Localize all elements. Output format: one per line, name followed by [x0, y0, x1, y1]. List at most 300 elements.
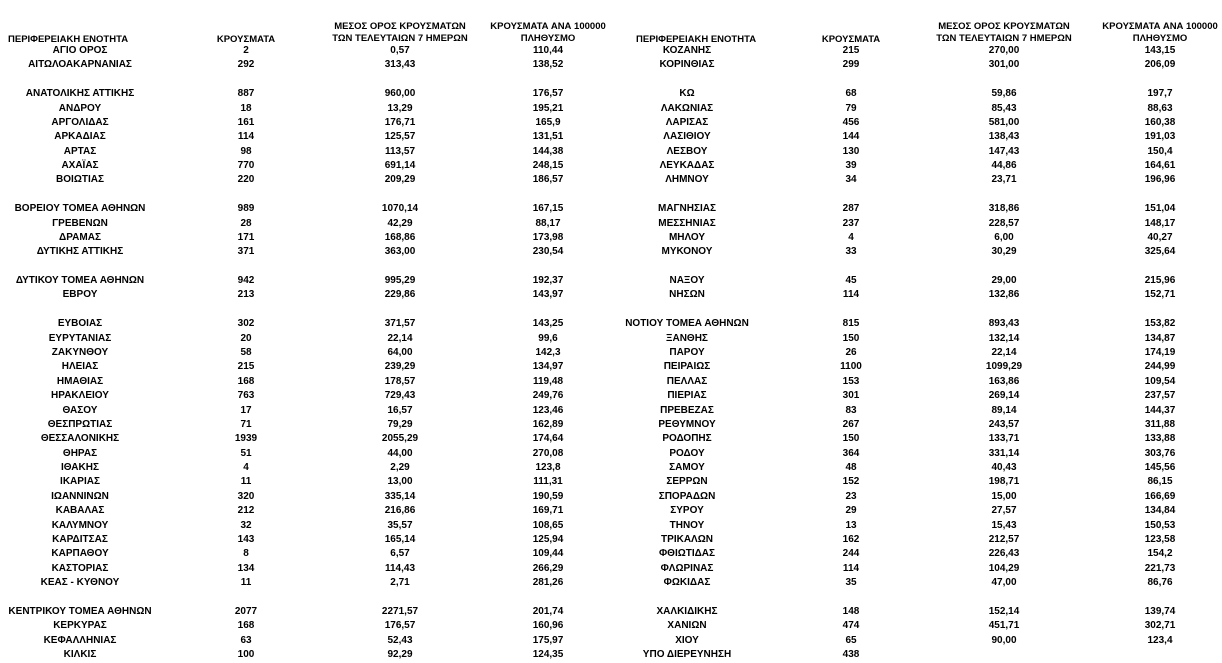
right-table-row [0, 116, 1222, 130]
left-cell-per100k: 173,98 [532, 231, 564, 243]
right-cell-per100k: 109,54 [1144, 375, 1176, 387]
right-table-row [0, 58, 1222, 72]
right-cell-region: ΡΟΔΟΠΗΣ [662, 433, 712, 445]
left-cell-avg: 52,43 [387, 634, 413, 646]
left-cell-per100k: 270,08 [532, 447, 564, 459]
right-cell-cases: 215 [842, 45, 860, 56]
right-cell-cases: 114 [842, 562, 860, 574]
left-cell-avg: 6,57 [390, 548, 410, 560]
left-cell-avg: 229,86 [384, 289, 416, 301]
right-cell-per100k: 134,87 [1144, 332, 1176, 344]
left-cell-cases: 51 [240, 447, 252, 459]
right-table-row [0, 87, 1222, 101]
left-cell-cases: 292 [237, 59, 255, 71]
left-cell-region: ΒΟΡΕΙΟΥ ΤΟΜΕΑ ΑΘΗΝΩΝ [14, 203, 146, 215]
right-header-per100k-line1: ΚΡΟΥΣΜΑΤΑ ΑΝΑ 100000 [1102, 21, 1218, 32]
right-cell-region: ΥΠΟ ΔΙΕΡΕΥΝΗΣΗ [642, 648, 732, 660]
right-cell-cases: 34 [845, 174, 857, 186]
right-cell-region: ΣΠΟΡΑΔΩΝ [658, 490, 716, 502]
right-cell-avg: 132,86 [988, 289, 1020, 301]
left-cell-region: ΙΚΑΡΙΑΣ [60, 476, 100, 488]
right-table-row [0, 404, 1222, 418]
left-cell-region: ΑΧΑΪΑΣ [61, 160, 99, 172]
left-cell-avg: 22,14 [387, 332, 413, 344]
right-table-row [0, 360, 1222, 374]
right-cell-region: ΦΛΩΡΙΝΑΣ [660, 562, 714, 574]
right-cell-avg: 40,43 [991, 462, 1017, 474]
right-cell-cases: 815 [842, 318, 860, 330]
right-cell-region: ΤΗΝΟΥ [669, 519, 705, 531]
right-cell-region: ΣΥΡΟΥ [670, 505, 704, 517]
left-cell-cases: 134 [237, 562, 255, 574]
left-cell-cases: 18 [240, 102, 252, 114]
left-cell-avg: 79,29 [387, 418, 413, 430]
right-cell-cases: 33 [845, 246, 857, 258]
right-cell-per100k: 151,04 [1144, 203, 1176, 215]
right-table-row [0, 102, 1222, 116]
left-cell-avg: 729,43 [384, 390, 416, 402]
right-cell-region: ΚΟΖΑΝΗΣ [662, 45, 712, 56]
left-header-per100k [490, 21, 606, 45]
right-cell-cases: 438 [842, 648, 860, 660]
left-cell-cases: 2 [243, 45, 249, 56]
left-cell-per100k: 266,29 [532, 562, 564, 574]
right-cell-per100k: 40,27 [1147, 231, 1173, 243]
right-cell-per100k: 244,99 [1144, 361, 1176, 373]
left-cell-per100k: 138,52 [532, 59, 564, 71]
left-cell-avg: 64,00 [387, 346, 413, 358]
left-cell-per100k: 230,54 [532, 246, 564, 258]
right-cell-cases: 299 [842, 59, 860, 71]
left-cell-avg: 2,71 [390, 577, 410, 589]
right-cell-cases: 364 [842, 447, 860, 459]
right-table-row [0, 619, 1222, 633]
right-table-row [0, 173, 1222, 187]
right-table-row [0, 245, 1222, 259]
left-cell-per100k: 248,15 [532, 160, 564, 172]
right-cell-per100k: 160,38 [1144, 116, 1176, 128]
left-header-avg-line1: ΜΕΣΟΣ ΟΡΟΣ ΚΡΟΥΣΜΑΤΩΝ [334, 21, 466, 32]
right-cell-cases: 4 [848, 231, 854, 243]
left-cell-per100k: 165,9 [535, 116, 561, 128]
left-cell-cases: 143 [237, 533, 255, 545]
left-cell-per100k: 249,76 [532, 390, 564, 402]
left-cell-region: ΔΥΤΙΚΗΣ ΑΤΤΙΚΗΣ [36, 246, 124, 258]
right-cell-per100k: 237,57 [1144, 390, 1176, 402]
right-table-row [0, 418, 1222, 432]
right-cell-per100k: 303,76 [1144, 447, 1176, 459]
right-cell-per100k: 196,96 [1144, 174, 1176, 186]
left-cell-per100k: 201,74 [532, 605, 564, 617]
left-cell-avg: 92,29 [387, 648, 413, 660]
left-cell-cases: 320 [237, 490, 255, 502]
left-cell-region: ΕΥΒΟΙΑΣ [57, 318, 103, 330]
right-cell-cases: 79 [845, 102, 857, 114]
right-cell-region: ΤΡΙΚΑΛΩΝ [661, 533, 713, 545]
right-cell-cases: 23 [845, 490, 857, 502]
left-cell-avg: 960,00 [384, 88, 416, 100]
right-header-region: ΠΕΡΙΦΕΡΕΙΑΚΗ ΕΝΟΤΗΤΑ [636, 34, 757, 45]
right-cell-region: ΜΗΛΟΥ [668, 231, 706, 243]
left-cell-cases: 17 [240, 404, 252, 416]
left-cell-region: ΘΑΣΟΥ [62, 404, 98, 416]
right-cell-cases: 287 [842, 203, 860, 215]
right-cell-cases: 148 [842, 605, 860, 617]
right-cell-per100k: 148,17 [1144, 217, 1176, 229]
right-header-per100k-line2: ΠΛΗΘΥΣΜΟ [1132, 33, 1188, 44]
right-cell-region: ΧΑΛΚΙΔΙΚΗΣ [656, 605, 718, 617]
left-cell-avg: 16,57 [387, 404, 413, 416]
left-cell-per100k: 143,25 [532, 318, 564, 330]
left-cell-cases: 11 [240, 476, 252, 488]
left-cell-cases: 58 [240, 346, 252, 358]
left-cell-per100k: 160,96 [532, 620, 564, 632]
left-cell-region: ΔΡΑΜΑΣ [59, 231, 101, 243]
right-cell-per100k: 197,7 [1147, 88, 1173, 100]
right-cell-avg: 243,57 [988, 418, 1020, 430]
right-table-row [0, 475, 1222, 489]
left-cell-per100k: 110,44 [532, 45, 564, 56]
left-cell-region: ΚΑΛΥΜΝΟΥ [51, 519, 109, 531]
right-cell-region: ΦΩΚΙΔΑΣ [663, 577, 711, 589]
right-cell-region: ΛΑΡΙΣΑΣ [665, 116, 709, 128]
right-cell-per100k: 150,4 [1147, 145, 1173, 157]
left-cell-avg: 0,57 [390, 45, 410, 56]
right-cell-cases: 456 [842, 116, 860, 128]
left-cell-per100k: 109,44 [532, 548, 564, 560]
left-cell-per100k: 192,37 [532, 275, 564, 287]
left-cell-cases: 1939 [234, 433, 258, 445]
left-cell-region: ΚΑΣΤΟΡΙΑΣ [51, 562, 109, 574]
right-table-row [0, 634, 1222, 648]
right-cell-per100k: 86,76 [1147, 577, 1173, 589]
left-cell-avg: 165,14 [384, 533, 416, 545]
left-cell-region: ΘΕΣΣΑΛΟΝΙΚΗΣ [40, 433, 120, 445]
right-cell-avg: 44,86 [991, 160, 1017, 172]
right-cell-avg: 228,57 [988, 217, 1020, 229]
left-cell-avg: 1070,14 [381, 203, 419, 215]
left-cell-cases: 63 [240, 634, 252, 646]
left-header-avg [332, 21, 467, 45]
right-cell-region: ΣΑΜΟΥ [669, 462, 705, 474]
right-cell-cases: 39 [845, 160, 857, 172]
left-header-per100k-line1: ΚΡΟΥΣΜΑΤΑ ΑΝΑ 100000 [490, 21, 606, 32]
right-cell-per100k: 145,56 [1144, 462, 1176, 474]
right-cell-cases: 68 [845, 88, 857, 100]
right-cell-cases: 150 [842, 433, 860, 445]
right-cell-per100k: 139,74 [1144, 605, 1176, 617]
left-cell-per100k: 111,31 [533, 476, 563, 488]
right-cell-cases: 150 [842, 332, 860, 344]
right-cell-avg: 30,29 [991, 246, 1017, 258]
right-cell-avg: 22,14 [991, 346, 1017, 358]
right-cell-per100k: 174,19 [1144, 346, 1176, 358]
right-cell-region: ΚΟΡΙΝΘΙΑΣ [659, 59, 715, 71]
left-cell-region: ΘΕΣΠΡΩΤΙΑΣ [47, 418, 113, 430]
right-cell-avg: 23,71 [991, 174, 1017, 186]
left-cell-cases: 4 [243, 462, 249, 474]
left-cell-cases: 213 [237, 289, 255, 301]
left-cell-cases: 114 [237, 131, 255, 143]
right-cell-avg: 132,14 [988, 332, 1020, 344]
left-cell-region: ΗΡΑΚΛΕΙΟΥ [51, 390, 109, 402]
right-cell-per100k: 153,82 [1144, 318, 1176, 330]
right-cell-per100k: 166,69 [1144, 490, 1176, 502]
right-cell-per100k: 206,09 [1144, 59, 1176, 71]
right-cell-avg: 59,86 [991, 88, 1017, 100]
right-header-cases: ΚΡΟΥΣΜΑΤΑ [821, 34, 881, 45]
left-cell-avg: 13,29 [387, 102, 413, 114]
left-cell-region: ΕΥΡΥΤΑΝΙΑΣ [48, 332, 112, 344]
left-cell-per100k: 131,51 [532, 131, 564, 143]
left-header-per100k-line2: ΠΛΗΘΥΣΜΟ [520, 33, 576, 44]
left-cell-avg: 363,00 [384, 246, 416, 258]
right-cell-avg: 301,00 [988, 59, 1020, 71]
right-cell-region: ΡΕΘΥΜΝΟΥ [658, 418, 716, 430]
right-table-row [0, 274, 1222, 288]
right-table-row [0, 562, 1222, 576]
left-cell-per100k: 99,6 [538, 332, 558, 344]
right-header-avg [936, 21, 1071, 45]
right-cell-per100k: 133,88 [1144, 433, 1176, 445]
left-cell-region: ΓΡΕΒΕΝΩΝ [52, 217, 108, 229]
right-cell-cases: 83 [845, 404, 857, 416]
left-cell-cases: 942 [237, 275, 255, 287]
right-cell-cases: 130 [842, 145, 860, 157]
left-cell-cases: 8 [243, 548, 249, 560]
left-cell-avg: 125,57 [384, 131, 416, 143]
left-cell-per100k: 174,64 [532, 433, 564, 445]
right-table-row [0, 217, 1222, 231]
right-cell-avg: 318,86 [988, 203, 1020, 215]
right-cell-cases: 35 [845, 577, 857, 589]
left-cell-per100k: 134,97 [532, 361, 564, 373]
left-cell-region: ΚΕΡΚΥΡΑΣ [53, 620, 107, 632]
right-cell-region: ΛΗΜΝΟΥ [665, 174, 709, 186]
right-cell-per100k: 191,03 [1144, 131, 1176, 143]
right-cell-region: ΛΕΥΚΑΔΑΣ [659, 160, 715, 172]
right-cell-per100k: 86,15 [1147, 476, 1173, 488]
right-cell-per100k: 221,73 [1144, 562, 1176, 574]
left-cell-avg: 178,57 [384, 375, 416, 387]
right-cell-cases: 474 [842, 620, 860, 632]
left-cell-region: ΑΓΙΟ ΟΡΟΣ [52, 45, 108, 56]
left-header-avg-line2: ΤΩΝ ΤΕΛΕΥΤΑΙΩΝ 7 ΗΜΕΡΩΝ [332, 33, 468, 44]
left-cell-per100k: 186,57 [532, 174, 564, 186]
right-cell-region: ΝΗΣΩΝ [669, 289, 705, 301]
right-cell-avg: 163,86 [988, 375, 1020, 387]
left-cell-cases: 763 [237, 390, 255, 402]
left-cell-region: ΕΒΡΟΥ [62, 289, 98, 301]
right-cell-cases: 114 [842, 289, 860, 301]
right-cell-cases: 65 [845, 634, 857, 646]
left-cell-cases: 20 [240, 332, 252, 344]
left-cell-cases: 215 [237, 361, 255, 373]
right-header-avg-line2: ΤΩΝ ΤΕΛΕΥΤΑΙΩΝ 7 ΗΜΕΡΩΝ [936, 33, 1072, 44]
right-cell-avg: 29,00 [991, 275, 1017, 287]
right-cell-cases: 267 [842, 418, 860, 430]
left-cell-per100k: 144,38 [532, 145, 564, 157]
left-cell-region: ΑΡΤΑΣ [63, 145, 97, 157]
left-cell-cases: 28 [240, 217, 252, 229]
right-cell-region: ΠΙΕΡΙΑΣ [667, 390, 707, 402]
right-cell-region: ΝΟΤΙΟΥ ΤΟΜΕΑ ΑΘΗΝΩΝ [625, 318, 749, 330]
left-cell-avg: 114,43 [384, 562, 416, 574]
left-cell-region: ΖΑΚΥΝΘΟΥ [51, 346, 109, 358]
left-cell-avg: 313,43 [384, 59, 416, 71]
right-table-row [0, 576, 1222, 590]
right-cell-avg: 138,43 [988, 131, 1020, 143]
right-table-row [0, 547, 1222, 561]
left-cell-avg: 239,29 [384, 361, 416, 373]
right-table-row [0, 346, 1222, 360]
right-cell-per100k: 164,61 [1144, 160, 1176, 172]
left-cell-region: ΙΘΑΚΗΣ [61, 462, 99, 474]
left-cell-avg: 42,29 [387, 217, 413, 229]
left-cell-avg: 2055,29 [381, 433, 419, 445]
right-cell-region: ΠΕΛΛΑΣ [666, 375, 708, 387]
right-cell-avg: 104,29 [988, 562, 1020, 574]
left-cell-cases: 212 [237, 505, 255, 517]
right-cell-per100k: 144,37 [1144, 404, 1176, 416]
right-cell-avg: 198,71 [988, 476, 1020, 488]
left-cell-region: ΚΑΡΔΙΤΣΑΣ [52, 533, 108, 545]
left-cell-region: ΚΙΛΚΙΣ [63, 648, 97, 660]
right-cell-cases: 48 [845, 462, 857, 474]
right-cell-avg: 451,71 [988, 620, 1020, 632]
left-cell-per100k: 123,8 [535, 462, 561, 474]
right-cell-region: ΣΕΡΡΩΝ [666, 476, 708, 488]
right-header-avg-line1: ΜΕΣΟΣ ΟΡΟΣ ΚΡΟΥΣΜΑΤΩΝ [938, 21, 1070, 32]
right-cell-avg: 152,14 [988, 605, 1020, 617]
left-cell-avg: 335,14 [384, 490, 416, 502]
right-cell-avg: 1099,29 [985, 361, 1023, 373]
right-cell-per100k: 150,53 [1144, 519, 1176, 531]
right-table-row [0, 332, 1222, 346]
right-table-row [0, 389, 1222, 403]
left-cell-cases: 98 [240, 145, 252, 157]
left-cell-per100k: 176,57 [532, 88, 564, 100]
right-cell-region: ΦΘΙΩΤΙΔΑΣ [658, 548, 716, 560]
right-table-row [0, 202, 1222, 216]
right-cell-per100k: 88,63 [1147, 102, 1173, 114]
left-cell-cases: 168 [237, 375, 255, 387]
right-cell-per100k: 154,2 [1147, 548, 1173, 560]
right-cell-cases: 162 [842, 533, 860, 545]
left-cell-per100k: 123,46 [532, 404, 564, 416]
left-cell-cases: 100 [237, 648, 255, 660]
right-cell-avg: 89,14 [991, 404, 1017, 416]
right-table-row [0, 648, 1222, 662]
right-table-row [0, 231, 1222, 245]
left-cell-cases: 161 [237, 116, 255, 128]
right-cell-region: ΧΙΟΥ [675, 634, 699, 646]
right-header-per100k [1102, 21, 1218, 45]
right-cell-avg: 331,14 [988, 447, 1020, 459]
right-table-row [0, 519, 1222, 533]
right-cell-region: ΛΑΣΙΘΙΟΥ [663, 131, 711, 143]
right-cell-avg: 270,00 [988, 45, 1020, 56]
right-cell-per100k: 123,4 [1147, 634, 1173, 646]
left-cell-avg: 176,57 [384, 620, 416, 632]
left-cell-per100k: 143,97 [532, 289, 564, 301]
right-cell-region: ΞΑΝΘΗΣ [666, 332, 708, 344]
left-cell-per100k: 108,65 [532, 519, 564, 531]
left-cell-region: ΑΡΚΑΔΙΑΣ [54, 131, 106, 143]
right-cell-cases: 144 [842, 131, 860, 143]
left-cell-avg: 35,57 [387, 519, 413, 531]
left-cell-region: ΑΙΤΩΛΟΑΚΑΡΝΑΝΙΑΣ [28, 59, 132, 71]
right-cell-per100k: 311,88 [1144, 418, 1176, 430]
left-cell-cases: 770 [237, 160, 255, 172]
right-cell-per100k: 134,84 [1144, 505, 1176, 517]
left-cell-avg: 209,29 [384, 174, 416, 186]
left-cell-avg: 113,57 [384, 145, 416, 157]
right-table-row [0, 490, 1222, 504]
left-cell-cases: 220 [237, 174, 255, 186]
left-cell-per100k: 190,59 [532, 490, 564, 502]
left-cell-region: ΗΛΕΙΑΣ [61, 361, 99, 373]
left-cell-per100k: 88,17 [535, 217, 561, 229]
left-cell-region: ΑΡΓΟΛΙΔΑΣ [51, 116, 109, 128]
right-cell-per100k: 123,58 [1144, 533, 1176, 545]
left-header-region: ΠΕΡΙΦΕΡΕΙΑΚΗ ΕΝΟΤΗΤΑ [8, 34, 129, 45]
right-table-row [0, 145, 1222, 159]
left-cell-region: ΗΜΑΘΙΑΣ [56, 375, 104, 387]
right-cell-per100k: 302,71 [1144, 620, 1176, 632]
right-cell-avg: 147,43 [988, 145, 1020, 157]
right-table-row [0, 461, 1222, 475]
left-cell-region: ΚΕΑΣ - ΚΥΘΝΟΥ [40, 577, 120, 589]
left-cell-region: ΔΥΤΙΚΟΥ ΤΟΜΕΑ ΑΘΗΝΩΝ [15, 275, 145, 287]
left-cell-avg: 216,86 [384, 505, 416, 517]
right-cell-cases: 237 [842, 217, 860, 229]
left-cell-per100k: 167,15 [532, 203, 564, 215]
right-cell-avg: 6,00 [994, 231, 1014, 243]
left-cell-region: ΘΗΡΑΣ [62, 447, 98, 459]
right-cell-region: ΜΥΚΟΝΟΥ [661, 246, 713, 258]
left-cell-avg: 371,57 [384, 318, 416, 330]
right-table-row [0, 432, 1222, 446]
right-cell-region: ΡΟΔΟΥ [669, 447, 705, 459]
left-cell-region: ΑΝΑΤΟΛΙΚΗΣ ΑΤΤΙΚΗΣ [25, 88, 135, 100]
right-cell-avg: 47,00 [991, 577, 1017, 589]
right-cell-cases: 152 [842, 476, 860, 488]
left-cell-per100k: 142,3 [535, 346, 561, 358]
left-cell-avg: 168,86 [384, 231, 416, 243]
right-cell-cases: 26 [845, 346, 857, 358]
right-cell-avg: 85,43 [991, 102, 1017, 114]
left-cell-cases: 989 [237, 203, 255, 215]
right-cell-region: ΜΕΣΣΗΝΙΑΣ [658, 217, 716, 229]
left-cell-region: ΙΩΑΝΝΙΝΩΝ [51, 490, 109, 502]
right-cell-region: ΝΑΞΟΥ [669, 275, 705, 287]
right-cell-per100k: 325,64 [1144, 246, 1176, 258]
right-table-row [0, 159, 1222, 173]
left-cell-cases: 32 [240, 519, 252, 531]
right-cell-region: ΠΡΕΒΕΖΑΣ [660, 404, 714, 416]
left-cell-region: ΑΝΔΡΟΥ [58, 102, 102, 114]
left-cell-per100k: 195,21 [532, 102, 564, 114]
left-cell-per100k: 175,97 [532, 634, 564, 646]
left-cell-cases: 71 [240, 418, 252, 430]
left-cell-per100k: 162,89 [532, 418, 564, 430]
left-cell-per100k: 125,94 [532, 533, 564, 545]
left-cell-per100k: 119,48 [532, 375, 564, 387]
left-cell-region: ΚΕΦΑΛΛΗΝΙΑΣ [43, 634, 117, 646]
left-cell-per100k: 124,35 [532, 648, 564, 660]
right-cell-region: ΧΑΝΙΩΝ [667, 620, 707, 632]
